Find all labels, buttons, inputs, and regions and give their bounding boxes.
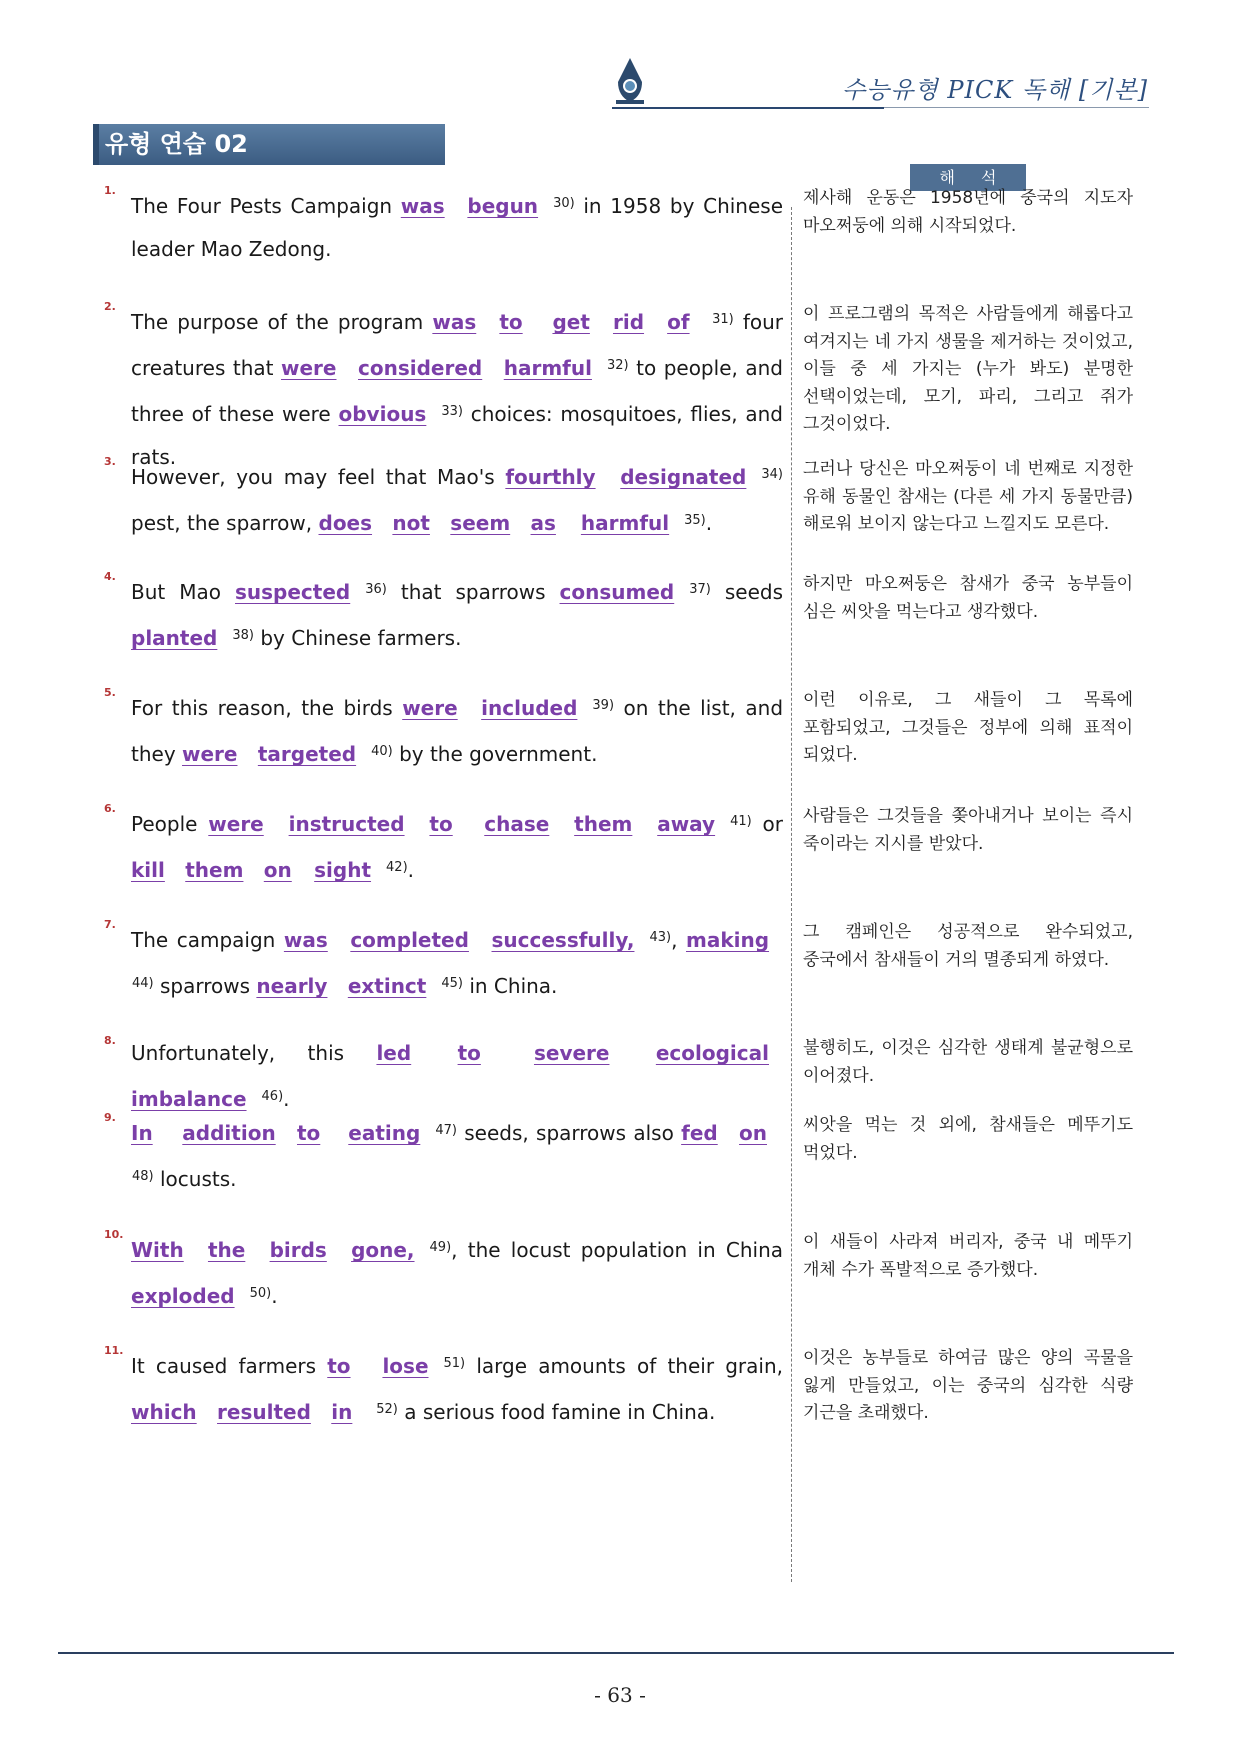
- sentence-text: The campaign: [131, 928, 284, 952]
- blank-number: 38): [232, 628, 254, 643]
- english-sentence: [131, 453, 783, 545]
- item-number: 10.: [104, 1228, 124, 1241]
- answer-word: seem: [450, 511, 511, 535]
- answer-word: to: [327, 1354, 351, 1378]
- sentence-text: Unfortunately, this: [131, 1041, 377, 1065]
- sentence-text: People: [131, 812, 209, 836]
- korean-translation: 이 새들이 사라져 버리자, 중국 내 메뚜기 개체 수가 폭발적으로 증가했다.: [803, 1232, 1134, 1280]
- blank-number: 51): [443, 1356, 466, 1371]
- english-sentence: [131, 182, 783, 271]
- item-number: 7.: [104, 918, 116, 931]
- answer-word: making: [685, 928, 770, 952]
- korean-translation: 이 프로그램의 목적은 사람들에게 해롭다고 여겨지는 네 가지 생물을 제거하는 것이었고, 이들 중 세 가지는 (누가 봐도) 분명한 선택이었는데, 모기, 파리, 그리고 쥐가 그것이었다.: [803, 304, 1133, 434]
- answer-word: was: [283, 928, 328, 952]
- english-sentence: [131, 800, 783, 892]
- exercise-item: [100, 182, 1140, 302]
- english-sentence: [131, 568, 783, 660]
- sentence-text: ,: [671, 928, 686, 952]
- answer-word: them: [185, 858, 244, 882]
- answer-word: nearly: [256, 974, 328, 998]
- answer-word: fed: [681, 1121, 718, 1145]
- sentence-text: four creatures that: [131, 310, 784, 380]
- answer-word: successfully,: [491, 928, 635, 952]
- answer-word: to: [457, 1041, 481, 1065]
- sentence-text: .: [271, 1284, 278, 1308]
- blank-number: 30): [553, 196, 575, 211]
- sentence-text: locusts.: [153, 1167, 237, 1191]
- answer-word: does: [318, 511, 373, 535]
- korean-translation: 이런 이유로, 그 새들이 그 목록에 포함되었고, 그것들은 정부에 의해 표적이 되었다.: [803, 690, 1133, 765]
- answer-word: led: [376, 1041, 412, 1065]
- item-number: 1.: [104, 184, 116, 197]
- answer-word: were: [208, 812, 264, 836]
- answer-word: gone,: [351, 1238, 415, 1262]
- answer-word: In: [131, 1121, 153, 1145]
- answer-word: lose: [382, 1354, 429, 1378]
- item-number: 2.: [104, 300, 116, 313]
- answer-word: were: [402, 696, 458, 720]
- answer-word: considered: [358, 356, 483, 380]
- answer-word: imbalance: [131, 1087, 247, 1111]
- item-number: 8.: [104, 1034, 116, 1047]
- answer-word: was: [400, 194, 445, 218]
- korean-translation: 그 캠페인은 성공적으로 완수되었고, 중국에서 참새들이 거의 멸종되게 하였다.: [803, 922, 1133, 970]
- korean-translation: 사람들은 그것들을 쫒아내거나 보이는 즉시 죽이라는 지시를 받았다.: [803, 806, 1133, 854]
- answer-word: kill: [131, 858, 165, 882]
- answer-word: the: [207, 1238, 246, 1262]
- exercise-item: [100, 684, 1140, 804]
- korean-translation: 씨앗을 먹는 것 외에, 참새들은 메뚜기도 먹었다.: [803, 1115, 1133, 1163]
- sentence-text: a serious food famine in China.: [397, 1400, 716, 1424]
- answer-word: designated: [620, 465, 747, 489]
- section-title-accent: [93, 124, 99, 165]
- english-sentence: [131, 1342, 783, 1434]
- blank-number: 32): [606, 358, 629, 373]
- answer-word: on: [739, 1121, 767, 1145]
- answer-word: rid: [612, 310, 645, 334]
- answer-word: begun: [467, 194, 539, 218]
- answer-word: sight: [314, 858, 372, 882]
- sentence-text: choices: mosquitoes, flies, and rats.: [131, 402, 783, 469]
- sentence-text: For this reason, the birds: [131, 696, 403, 720]
- blank-number: 48): [132, 1169, 154, 1184]
- answer-word: harmful: [580, 511, 670, 535]
- answer-word: exploded: [131, 1284, 235, 1308]
- sentence-text: .: [705, 511, 713, 535]
- answer-word: chase: [484, 812, 550, 836]
- sentence-text: .: [283, 1087, 290, 1111]
- answer-word: birds: [269, 1238, 327, 1262]
- answer-word: in: [331, 1400, 353, 1424]
- blank-number: 35): [684, 513, 706, 528]
- answer-word: were: [182, 742, 238, 766]
- blank-number: 49): [429, 1240, 452, 1255]
- header-rule-thin: [884, 107, 1149, 108]
- exercise-item: [100, 298, 1140, 469]
- english-sentence: [131, 1032, 783, 1121]
- blank-number: 34): [761, 467, 783, 482]
- header-rule: [612, 107, 884, 109]
- answer-word: completed: [350, 928, 469, 952]
- sentence-text: seeds: [710, 580, 783, 604]
- sentence-text: It caused farmers: [131, 1354, 328, 1378]
- sentence-text: pest, the sparrow,: [131, 511, 319, 535]
- exercise-item: [100, 453, 1140, 573]
- answer-word: resulted: [217, 1400, 311, 1424]
- pen-nib-emblem-icon: [612, 56, 648, 108]
- blank-number: 50): [249, 1286, 272, 1301]
- answer-word: get: [552, 310, 590, 334]
- blank-number: 44): [132, 976, 154, 991]
- blank-number: 46): [261, 1089, 284, 1104]
- answer-word: targeted: [257, 742, 357, 766]
- answer-word: to: [429, 812, 453, 836]
- english-sentence: [131, 1226, 783, 1318]
- answer-word: of: [667, 310, 690, 334]
- blank-number: 42): [386, 860, 408, 875]
- english-sentence: [131, 298, 783, 479]
- english-sentence: [131, 684, 783, 776]
- sentence-text: However, you may feel that Mao's: [131, 465, 506, 489]
- translation-label: 해석: [910, 164, 1026, 191]
- answer-word: suspected: [235, 580, 351, 604]
- item-number: 6.: [104, 802, 116, 815]
- exercise-item: [100, 916, 1140, 1036]
- sentence-text: in 1958 by Chinese leader Mao Zedong.: [131, 194, 784, 261]
- answer-word: severe: [533, 1041, 610, 1065]
- footer-rule: [58, 1652, 1174, 1654]
- answer-word: included: [481, 696, 578, 720]
- sentence-text: seeds, sparrows also: [456, 1121, 682, 1145]
- blank-number: 43): [649, 930, 672, 945]
- blank-number: 37): [689, 582, 711, 597]
- answer-word: them: [574, 812, 633, 836]
- korean-translation: 불행히도, 이것은 심각한 생태계 불균형으로 이어졌다.: [803, 1038, 1133, 1086]
- sentence-text: by the government.: [392, 742, 598, 766]
- korean-translation: 그러나 당신은 마오쩌둥이 네 번째로 지정한 유해 동물인 참새는 (다른 세 가지 동물만큼) 해로워 보이지 않는다고 느낄지도 모른다.: [803, 459, 1133, 534]
- answer-word: were: [281, 356, 337, 380]
- sentence-text: large amounts of their grain,: [465, 1354, 783, 1378]
- exercise-item: [100, 568, 1140, 688]
- answer-word: which: [131, 1400, 197, 1424]
- answer-word: was: [432, 310, 477, 334]
- answer-word: as: [530, 511, 556, 535]
- korean-translation: 하지만 마오쩌둥은 참새가 중국 농부들이 심은 씨앗을 먹는다고 생각했다.: [803, 574, 1133, 622]
- answer-word: eating: [348, 1121, 421, 1145]
- sentence-text: by Chinese farmers.: [253, 626, 462, 650]
- item-number: 11.: [104, 1344, 124, 1357]
- answer-word: instructed: [288, 812, 405, 836]
- sentence-text: , the locust population in China: [451, 1238, 784, 1262]
- sentence-text: in China.: [462, 974, 558, 998]
- answer-word: away: [657, 812, 716, 836]
- header-title: 수능유형 PICK 독해 [기본]: [841, 76, 1148, 104]
- answer-word: addition: [182, 1121, 276, 1145]
- item-number: 4.: [104, 570, 116, 583]
- sentence-text: that sparrows: [386, 580, 560, 604]
- item-number: 5.: [104, 686, 116, 699]
- answer-word: obvious: [338, 402, 427, 426]
- answer-word: ecological: [655, 1041, 769, 1065]
- answer-word: fourthly: [505, 465, 596, 489]
- korean-translation: 제사해 운동은 1958년에 중국의 지도자 마오쩌둥에 의해 시작되었다.: [803, 188, 1133, 236]
- exercise-item: [100, 1342, 1140, 1462]
- exercise-item: [100, 1226, 1140, 1346]
- answer-word: to: [296, 1121, 321, 1145]
- exercise-item: [100, 800, 1140, 920]
- blank-number: 52): [376, 1402, 398, 1417]
- sentence-text: sparrows: [153, 974, 257, 998]
- answer-word: to: [499, 310, 523, 334]
- sentence-text: on the list, and they: [131, 696, 784, 766]
- sentence-text: The Four Pests Campaign: [131, 194, 401, 218]
- answer-word: not: [392, 511, 430, 535]
- sentence-text: .: [407, 858, 415, 882]
- blank-number: 39): [592, 698, 615, 713]
- sentence-text: But Mao: [131, 580, 235, 604]
- answer-word: planted: [131, 626, 218, 650]
- blank-number: 33): [441, 404, 463, 419]
- blank-number: 47): [435, 1123, 457, 1138]
- blank-number: 36): [365, 582, 387, 597]
- sentence-text: to people, and three of these were: [131, 356, 783, 426]
- sentence-text: The purpose of the program: [131, 310, 433, 334]
- item-number: 3.: [104, 455, 116, 468]
- answer-word: on: [263, 858, 292, 882]
- section-title-text: 유형 연습 02: [105, 130, 248, 158]
- blank-number: 31): [712, 312, 734, 327]
- english-sentence: [131, 916, 783, 1008]
- blank-number: 45): [441, 976, 463, 991]
- korean-translation: 이것은 농부들로 하여금 많은 양의 곡물을 잃게 만들었고, 이는 중국의 심각한 식량 기근을 초래했다.: [803, 1348, 1133, 1423]
- blank-number: 41): [730, 814, 752, 829]
- item-number: 9.: [104, 1111, 116, 1124]
- answer-word: extinct: [347, 974, 427, 998]
- page-number: - 63 -: [594, 1683, 646, 1707]
- sentence-text: or: [751, 812, 784, 836]
- section-title: [93, 124, 445, 165]
- exercise-item: [100, 1109, 1140, 1229]
- blank-number: 40): [371, 744, 393, 759]
- answer-word: harmful: [503, 356, 592, 380]
- answer-word: consumed: [559, 580, 675, 604]
- english-sentence: [131, 1109, 783, 1201]
- answer-word: With: [131, 1238, 184, 1262]
